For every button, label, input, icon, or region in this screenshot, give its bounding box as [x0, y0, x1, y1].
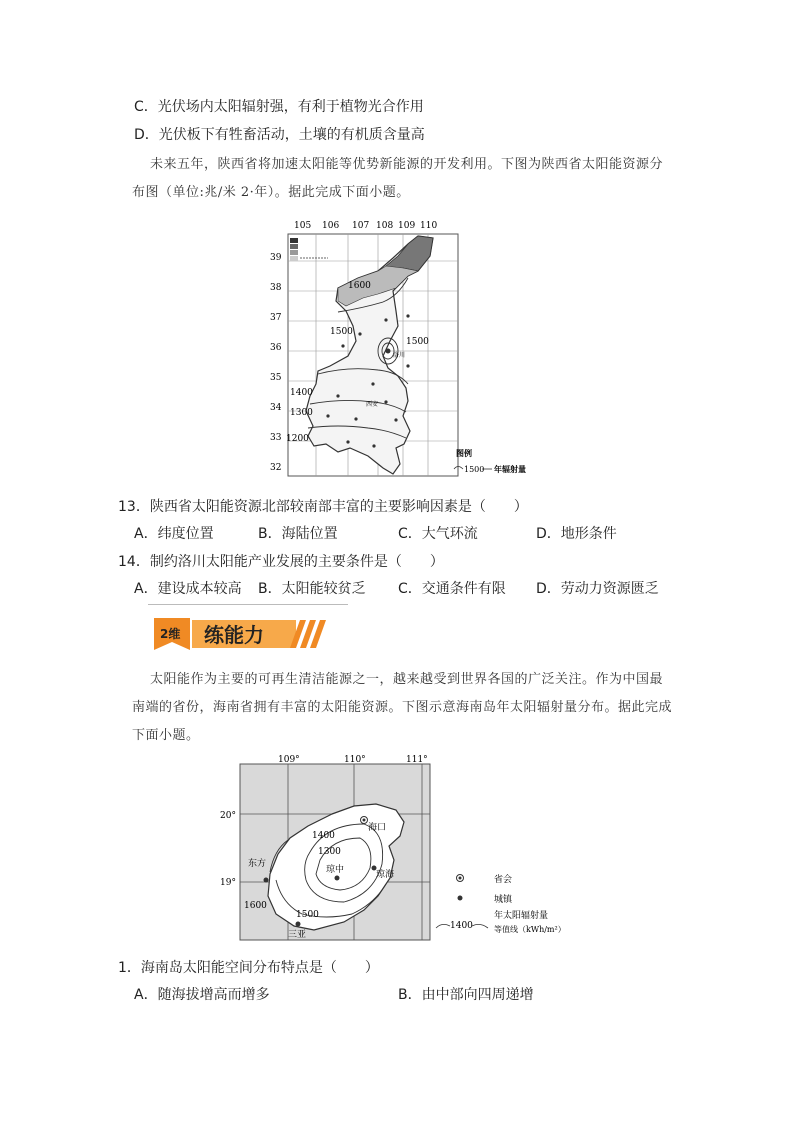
q14-option-d[interactable]: D．劳动力资源匮乏	[536, 581, 659, 597]
isoline-label: 1300	[318, 847, 341, 857]
legend-town: 城镇	[494, 895, 513, 905]
section-header	[154, 616, 334, 652]
intro2-line2: 南端的省份，海南省拥有丰富的太阳能资源。下图示意海南岛年太阳辐射量分布。据此完成	[132, 700, 673, 715]
lat-tick: 32	[270, 463, 282, 473]
lat-tick: 20°	[220, 811, 236, 821]
lat-tick: 39	[270, 253, 282, 263]
q14-option-b[interactable]: B．太阳能较贫乏	[258, 581, 366, 597]
lon-tick: 106	[322, 221, 340, 231]
option-d-prev: D．光伏板下有牲畜活动，土壤的有机质含量高	[134, 127, 425, 143]
legend-isoline-value: 1400	[450, 921, 473, 931]
place-qionghai: 琼海	[376, 870, 395, 880]
intro2-line1: 太阳能作为主要的可再生清洁能源之一，越来越受到世界各国的广泛关注。作为中国最	[150, 672, 664, 687]
lat-tick: 37	[270, 313, 282, 323]
hainan-solar-map	[214, 754, 594, 944]
lon-tick: 111°	[406, 755, 428, 765]
lat-tick: 36	[270, 343, 282, 353]
isoline-label: 1400	[312, 831, 335, 841]
q14-stem: 14．制约洛川太阳能产业发展的主要条件是（ ）	[118, 554, 444, 570]
q14-option-c[interactable]: C．交通条件有限	[398, 581, 506, 597]
legend-label: 年辐射量	[494, 464, 526, 474]
lat-tick: 33	[270, 433, 282, 443]
section-title: 练能力	[204, 623, 264, 647]
intro1-line2: 布图（单位:兆/米 2·年）。据此完成下面小题。	[132, 185, 410, 200]
legend-capital: 省会	[494, 875, 513, 885]
lat-tick: 34	[270, 403, 282, 413]
isoline-label: 1400	[290, 388, 313, 398]
legend-isoline-label-2: 等值线（kWh/m²）	[494, 925, 566, 934]
city-label-luochuan: 洛川	[393, 352, 406, 359]
legend-isoline-label-1: 年太阳辐射量	[494, 911, 549, 921]
isoline-label: 1500	[406, 337, 429, 347]
q1-stem: 1．海南岛太阳能空间分布特点是（ ）	[118, 960, 379, 976]
option-c-prev: C．光伏场内太阳辐射强，有利于植物光合作用	[134, 99, 424, 115]
q13-option-c[interactable]: C．大气环流	[398, 526, 478, 542]
q1-option-b[interactable]: B．由中部向四周递增	[398, 987, 534, 1003]
isoline-label: 1500	[296, 910, 319, 920]
lat-tick: 38	[270, 283, 282, 293]
lon-tick: 110°	[344, 755, 366, 765]
shaanxi-solar-map	[268, 216, 546, 480]
isoline-label: 1500	[330, 327, 353, 337]
isoline-label: 1300	[290, 408, 313, 418]
intro2-line3: 下面小题。	[132, 728, 200, 743]
lon-tick: 109°	[278, 755, 300, 765]
lon-tick: 110	[420, 221, 438, 231]
section-divider	[148, 604, 348, 605]
legend-title: 图例	[456, 448, 472, 458]
q13-stem: 13．陕西省太阳能资源北部较南部丰富的主要影响因素是（ ）	[118, 499, 528, 515]
lon-tick: 105	[294, 221, 312, 231]
lat-tick: 19°	[220, 878, 236, 888]
q13-option-b[interactable]: B．海陆位置	[258, 526, 338, 542]
isoline-label: 1600	[244, 901, 267, 911]
lon-tick: 107	[352, 221, 370, 231]
intro1-line1: 未来五年，陕西省将加速太阳能等优势新能源的开发利用。下图为陕西省太阳能资源分	[150, 157, 664, 172]
isoline-label: 1200	[286, 434, 309, 444]
lon-tick: 108	[376, 221, 394, 231]
legend-value: 1500	[464, 465, 485, 474]
section-badge: 2维	[160, 627, 181, 641]
q13-option-d[interactable]: D．地形条件	[536, 526, 617, 542]
place-dongfang: 东方	[248, 859, 267, 869]
place-qiongzhong: 琼中	[326, 865, 345, 875]
q14-option-a[interactable]: A．建设成本较高	[134, 581, 242, 597]
place-sanya: 三亚	[288, 930, 307, 940]
city-label-xian: 西安	[366, 401, 379, 408]
isoline-label: 1600	[348, 281, 371, 291]
lat-tick: 35	[270, 373, 282, 383]
lon-tick: 109	[398, 221, 416, 231]
q13-option-a[interactable]: A．纬度位置	[134, 526, 214, 542]
q1-option-a[interactable]: A．随海拔增高而增多	[134, 987, 270, 1003]
place-haikou: 海口	[368, 823, 387, 833]
